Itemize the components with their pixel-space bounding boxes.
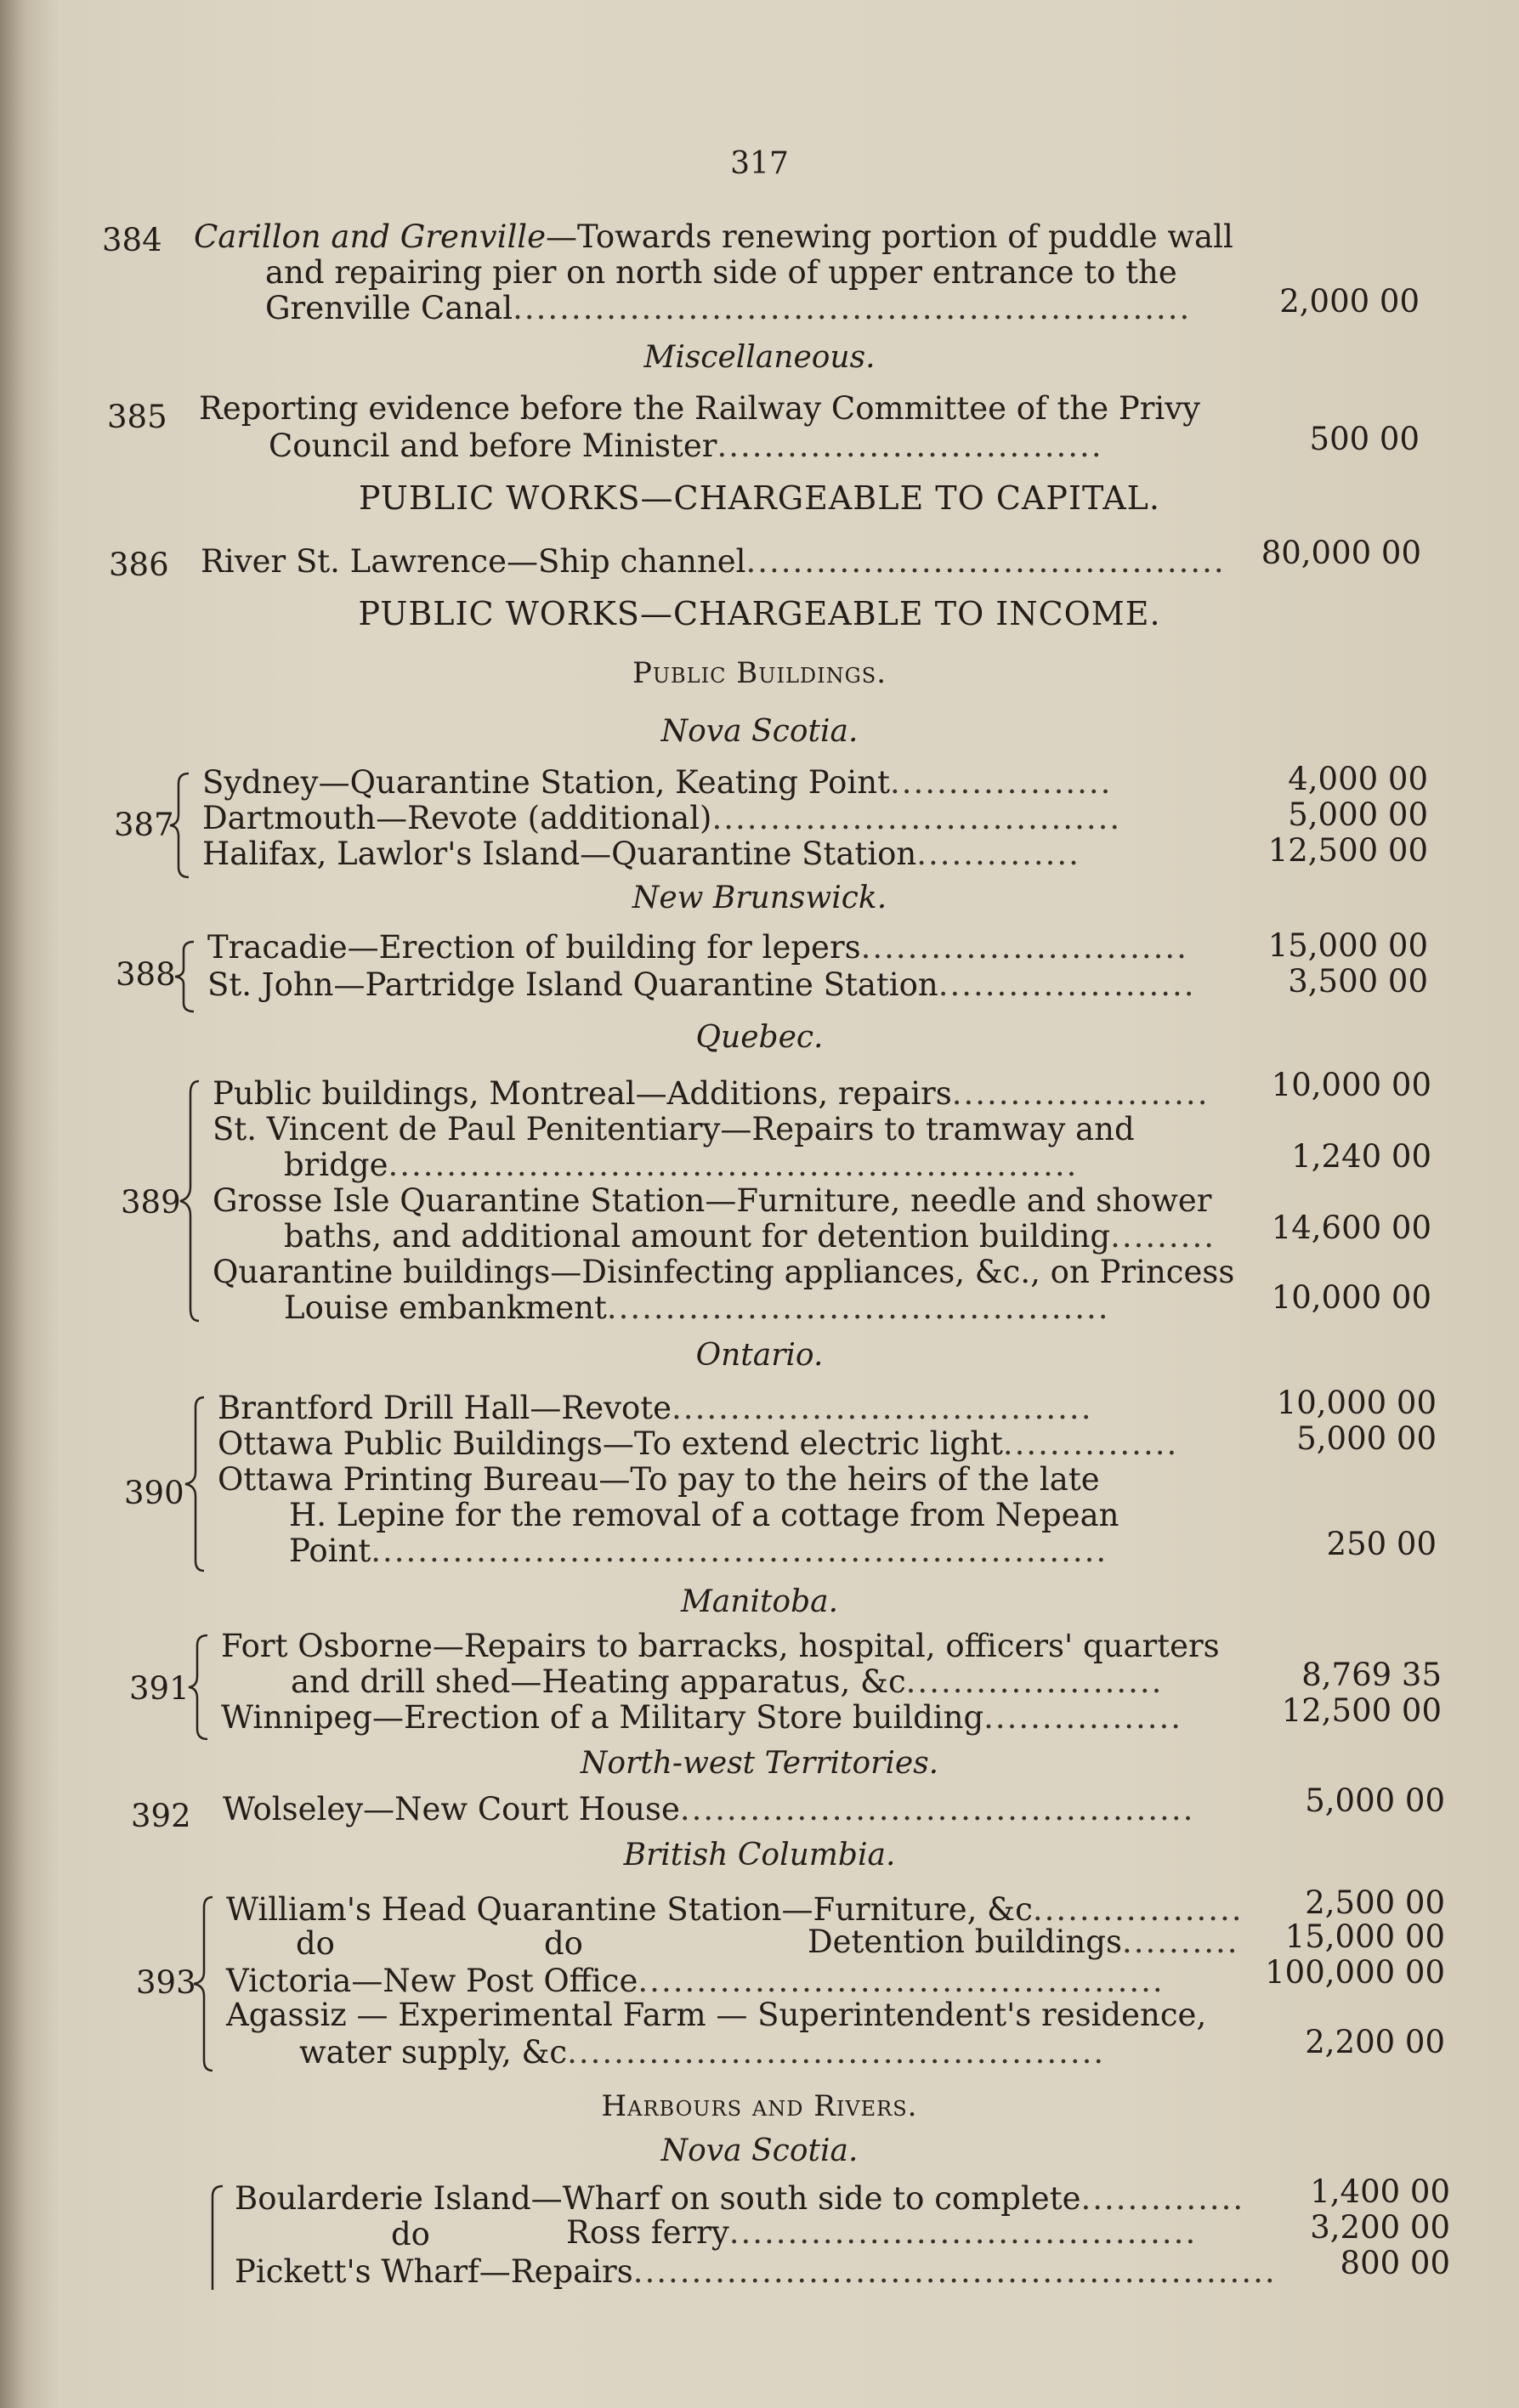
item-389-row-2b-text: bridge [284, 1147, 388, 1183]
item-390-row-3a: Ottawa Printing Bureau—To pay to the heirs of the late [218, 1461, 1100, 1498]
harbour-row-1-text: Boularderie Island—Wharf on south side to complete [235, 2180, 1081, 2217]
item-388-row-1-amount: 15,000 00 [1267, 927, 1428, 964]
item-393-row-2b: do [544, 1925, 583, 1962]
heading-manitoba: Manitoba. [680, 1584, 839, 1619]
item-388-row-2: St. John—Partridge Island Quarantine Station...................... [207, 966, 1196, 1003]
brace-391 [185, 1632, 211, 1742]
item-387-row-2-amount: 5,000 00 [1288, 796, 1428, 833]
heading-quebec: Quebec. [695, 1020, 824, 1055]
item-388-row-1: Tracadie—Erection of building for lepers............................ [207, 929, 1188, 966]
item-389-row-2b: bridge........................................................... [284, 1147, 1079, 1183]
brace-harbours-nova-scotia [201, 2183, 226, 2293]
item-389-row-1-text: Public buildings, Montreal—Additions, repairs [213, 1075, 952, 1112]
item-385-line-1: Reporting evidence before the Railway Committee of the Privy [199, 390, 1201, 427]
harbour-row-1: Boularderie Island—Wharf on south side to complete.............. [235, 2180, 1245, 2217]
item-390-row-3c: Point............................................................... [289, 1533, 1108, 1569]
item-number-388: 388 [116, 956, 176, 993]
brace-393 [190, 1894, 216, 2074]
harbour-row-3: Pickett's Wharf—Repairs....................................................... [235, 2253, 1277, 2290]
item-392-amount: 5,000 00 [1305, 1782, 1445, 1819]
item-385-line-2-text: Council and before Minister [269, 428, 717, 464]
harbour-row-2b: Ross ferry........................................ [566, 2214, 1198, 2251]
item-386-amount: 80,000 00 [1261, 535, 1421, 571]
item-387-row-1-text: Sydney—Quarantine Station, Keating Point [202, 764, 890, 801]
item-390-row-3b: H. Lepine for the removal of a cottage from Nepean [289, 1497, 1119, 1533]
brace-388 [172, 938, 197, 1015]
heading-miscellaneous: Miscellaneous. [643, 340, 876, 375]
brace-389 [177, 1078, 202, 1324]
item-389-row-3-amount: 14,600 00 [1271, 1210, 1431, 1246]
item-387-row-3-amount: 12,500 00 [1267, 832, 1428, 869]
item-388-row-1-text: Tracadie—Erection of building for lepers [207, 929, 861, 966]
item-389-row-3b-text: baths, and additional amount for detention building [284, 1218, 1111, 1255]
item-388-row-2-text: St. John—Partridge Island Quarantine Station [207, 966, 938, 1003]
item-393-row-1-amount: 2,500 00 [1305, 1884, 1445, 1921]
item-388-row-2-amount: 3,500 00 [1288, 963, 1428, 1000]
item-393-row-3-amount: 100,000 00 [1265, 1954, 1445, 1991]
item-number-384: 384 [102, 222, 162, 258]
item-number-386: 386 [109, 547, 169, 583]
item-390-row-2: Ottawa Public Buildings—To extend electric light............... [218, 1425, 1179, 1462]
item-389-row-2-amount: 1,240 00 [1291, 1138, 1431, 1175]
item-390-row-1: Brantford Drill Hall—Revote.................................... [218, 1390, 1093, 1426]
item-389-row-3a: Grosse Isle Quarantine Station—Furniture, needle and shower [213, 1182, 1212, 1219]
heading-new-brunswick: New Brunswick. [632, 881, 887, 915]
item-387-row-1: Sydney—Quarantine Station, Keating Point................... [202, 764, 1113, 801]
item-390-row-2-amount: 5,000 00 [1296, 1420, 1437, 1457]
item-387-row-1-amount: 4,000 00 [1288, 761, 1428, 797]
item-387-row-3-text: Halifax, Lawlor's Island—Quarantine Station [202, 836, 917, 872]
item-393-row-1-text: William's Head Quarantine Station—Furniture, &c [226, 1891, 1033, 1928]
item-392-line-1: Wolseley—New Court House............................................ [223, 1791, 1195, 1827]
item-389-row-4a: Quarantine buildings—Disinfecting appliances, &c., on Princess [213, 1254, 1235, 1290]
item-393-row-4b-text: water supply, &c [299, 2034, 568, 2071]
item-391-row-2: Winnipeg—Erection of a Military Store building................. [221, 1699, 1183, 1736]
item-391-row-2-amount: 12,500 00 [1281, 1692, 1442, 1729]
item-number-392: 392 [131, 1798, 191, 1834]
item-390-row-3-amount: 250 00 [1326, 1526, 1437, 1562]
item-389-row-4-amount: 10,000 00 [1271, 1279, 1431, 1316]
item-393-row-2a: do [296, 1925, 335, 1962]
item-number-390: 390 [124, 1475, 184, 1511]
item-390-row-1-text: Brantford Drill Hall—Revote [218, 1390, 672, 1426]
heading-public-buildings: Public Buildings. [632, 656, 887, 690]
item-391-row-2-text: Winnipeg—Erection of a Military Store building [221, 1699, 984, 1736]
item-391-row-1a: Fort Osborne—Repairs to barracks, hospital, officers' quarters [221, 1628, 1220, 1664]
item-393-row-4a: Agassiz — Experimental Farm — Superintendent's residence, [226, 1997, 1207, 2033]
item-number-385: 385 [107, 399, 167, 435]
item-386-text: River St. Lawrence—Ship channel [201, 543, 746, 580]
item-393-row-4-amount: 2,200 00 [1305, 2024, 1445, 2060]
harbour-row-2b-text: Ross ferry [566, 2214, 729, 2251]
item-385-line-2: Council and before Minister................................. [269, 428, 1103, 464]
heading-nova-scotia-harbours: Nova Scotia. [660, 2133, 859, 2168]
item-387-row-2: Dartmouth—Revote (additional)................................... [202, 800, 1122, 836]
heading-ontario: Ontario. [695, 1338, 824, 1373]
item-number-393: 393 [136, 1964, 196, 2001]
heading-british-columbia: British Columbia. [623, 1838, 896, 1873]
item-393-row-3-text: Victoria—New Post Office [226, 1963, 638, 1999]
item-387-row-3: Halifax, Lawlor's Island—Quarantine Station.............. [202, 836, 1080, 872]
item-391-row-1-amount: 8,769 35 [1301, 1657, 1442, 1693]
item-393-row-2-amount: 15,000 00 [1284, 1918, 1445, 1955]
item-387-row-2-text: Dartmouth—Revote (additional) [202, 800, 712, 836]
brace-387 [167, 770, 192, 881]
item-390-row-2-text: Ottawa Public Buildings—To extend electric light [218, 1425, 1003, 1462]
harbour-row-2a: do [391, 2216, 430, 2252]
item-393-row-2c: Detention buildings.......... [808, 1924, 1239, 1960]
item-389-row-1-amount: 10,000 00 [1271, 1067, 1431, 1103]
item-389-row-1: Public buildings, Montreal—Additions, repairs...................... [213, 1075, 1210, 1112]
item-384-place: Carillon and Grenville [194, 218, 547, 255]
item-393-row-3: Victoria—New Post Office............................................. [226, 1963, 1165, 1999]
item-389-row-4b-text: Louise embankment [284, 1289, 607, 1326]
heading-north-west-territories: North-west Territories. [580, 1746, 939, 1781]
item-389-row-4b: Louise embankment........................................... [284, 1289, 1110, 1326]
item-384-amount: 2,000 00 [1279, 283, 1420, 320]
item-385-amount: 500 00 [1309, 421, 1420, 457]
item-393-row-4b: water supply, &c.............................................. [299, 2034, 1106, 2071]
item-384-line-1: Carillon and Grenville—Towards renewing portion of puddle wall [194, 218, 1233, 255]
item-389-row-2a: St. Vincent de Paul Penitentiary—Repairs to tramway and [213, 1111, 1135, 1147]
item-392-text: Wolseley—New Court House [223, 1791, 680, 1827]
item-393-row-2c-text: Detention buildings [808, 1924, 1122, 1960]
item-391-row-1b-text: and drill shed—Heating apparatus, &c [291, 1663, 906, 1700]
item-number-391: 391 [129, 1670, 190, 1707]
brace-390 [182, 1394, 207, 1574]
harbour-row-3-amount: 800 00 [1340, 2245, 1450, 2281]
heading-harbours-and-rivers: Harbours and Rivers. [601, 2089, 918, 2123]
heading-nova-scotia: Nova Scotia. [660, 714, 859, 749]
item-393-row-1: William's Head Quarantine Station—Furniture, &c.................. [226, 1891, 1244, 1928]
item-390-row-1-amount: 10,000 00 [1276, 1385, 1437, 1421]
item-390-row-3c-text: Point [289, 1533, 371, 1569]
harbour-row-1-amount: 1,400 00 [1310, 2173, 1450, 2210]
item-386-line-1: River St. Lawrence—Ship channel......................................... [201, 543, 1226, 580]
item-384-line-3-text: Grenville Canal [265, 290, 513, 326]
page-number: 317 [730, 146, 789, 181]
item-391-row-1b: and drill shed—Heating apparatus, &c...................... [291, 1663, 1164, 1700]
item-number-387: 387 [114, 807, 174, 843]
heading-chargeable-income: PUBLIC WORKS—CHARGEABLE TO INCOME. [358, 595, 1161, 632]
item-384-line-3: Grenville Canal.......................................................... [265, 290, 1192, 326]
item-384-line-2: and repairing pier on north side of upper entrance to the [265, 254, 1177, 291]
item-389-row-3b: baths, and additional amount for detention building......... [284, 1218, 1216, 1255]
item-number-389: 389 [121, 1184, 181, 1221]
harbour-row-2-amount: 3,200 00 [1310, 2209, 1450, 2246]
harbour-row-3-text: Pickett's Wharf—Repairs [235, 2253, 633, 2290]
heading-chargeable-capital: PUBLIC WORKS—CHARGEABLE TO CAPITAL. [359, 479, 1160, 517]
